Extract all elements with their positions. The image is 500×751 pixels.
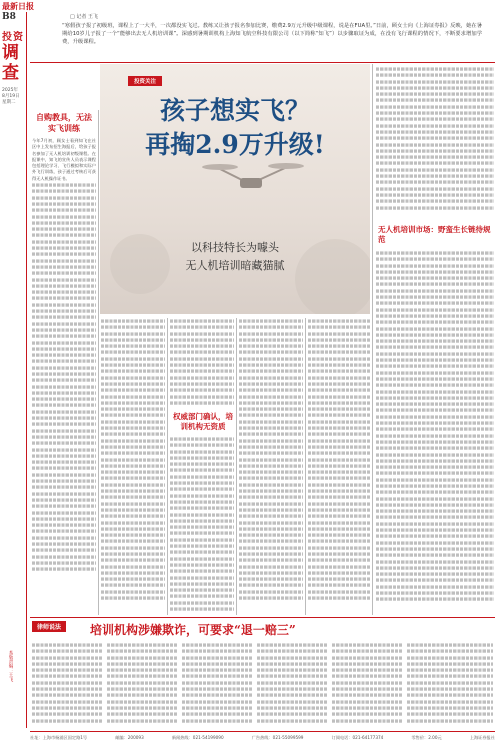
headline-a: 自购教具，无法实飞训练: [36, 112, 92, 133]
section-title-small: 投资: [2, 32, 24, 43]
headline-c: 权威部门确认，培训机构无资质: [173, 412, 233, 431]
column-5: [308, 318, 370, 615]
lawyer-col-1: [32, 642, 102, 726]
section-title-big-2: 查: [2, 63, 19, 83]
footer-publisher: 上海证券报社: [469, 735, 495, 740]
column-3b: [170, 436, 234, 615]
col-divider-4: [305, 318, 306, 615]
lawyer-col-3: [182, 642, 252, 726]
headline-a-intro: 今年7月初，顾女士看到知飞在社区中上发布招生海报后，给孩子报名参加了无人机培训初级课程。在报课中，知飞的宣传人员表示课程包括理论学习、飞行模拟和实际户外飞行训练，孩子通过考核后可获得无人机操作证书。: [32, 138, 96, 181]
footer-price: 零售价：2.00元: [411, 735, 442, 740]
footer-address: 社址：上海市杨浦区国定路1号: [30, 735, 88, 740]
col-divider-1: [98, 110, 99, 615]
column-1: [32, 138, 96, 618]
issue-year: 2025年: [2, 88, 18, 93]
top-rule: [30, 62, 495, 63]
lawyer-col-2: [107, 642, 177, 726]
page-number: B8: [2, 12, 16, 22]
footer-bar: [30, 735, 495, 745]
footer-ad-phone: 广告热线：021-55099599: [251, 735, 304, 740]
footer-hotline: 订阅电话：021-64177374: [331, 735, 384, 740]
reporter-line: □ 记者 王飞: [70, 14, 98, 20]
banner-title-line-1: 孩子想实飞？: [159, 96, 310, 125]
masthead-strip: [2, 12, 24, 132]
lawyer-col-6: [407, 642, 493, 726]
lawyer-tag: 律师说法: [32, 621, 66, 632]
column-6-top: [376, 66, 494, 216]
banner-title-line-2: 再掏2.9万升级!: [145, 130, 325, 159]
sidebar-note: 本版责编：王飞: [8, 650, 13, 682]
masthead-divider: [26, 12, 27, 728]
footer-rule: [30, 731, 495, 732]
lawyer-rule: [30, 617, 495, 618]
section-title-big-1: 调: [2, 43, 19, 63]
issue-date: 8月19日: [2, 94, 20, 99]
headline-b: 无人机培训市场：野蛮生长链待规范: [378, 225, 491, 244]
col-divider-3: [236, 318, 237, 615]
column-6-bottom: [376, 250, 494, 615]
column-4: [239, 318, 303, 615]
banner-tag: 投资关注: [128, 76, 162, 86]
feature-banner: [100, 64, 370, 314]
col-divider-5: [372, 64, 373, 615]
lawyer-col-5: [332, 642, 402, 726]
lawyer-col-4: [257, 642, 327, 726]
col-divider-2: [167, 318, 168, 615]
column-2: [101, 318, 165, 615]
issue-weekday: 星期二: [2, 100, 16, 105]
lawyer-headline: 培训机构涉嫌欺诈，可要求“退一赔三”: [90, 623, 296, 637]
lead-paragraph: “寒假孩子报了初级班，课程上了一大半，一次都没实飞过。教练又让孩子报名参加比赛，缴费2.9万元升级中级课程，说是在FUA里。”日前，顾女士向《上海证券报》反映，她在暑期给10岁儿子报了一个“能够出去无人机培训课”。深感到暑期训机构上海知飞航空科技有限公司（以下简称“知飞”）以步骤取证为成，在没有飞行课程的情况下，不断要求增加学费，升级课程。: [62, 23, 482, 45]
banner-subtitle-line-1: 以科技特长为噱头: [191, 241, 279, 254]
footer-news-phone: 新闻热线：021-54199090: [171, 735, 224, 740]
corner-stamp: 最新日报: [2, 1, 34, 11]
footer-postcode: 邮编：200093: [115, 735, 144, 740]
banner-subtitle-line-2: 无人机培训暗藏猫腻: [185, 259, 285, 272]
